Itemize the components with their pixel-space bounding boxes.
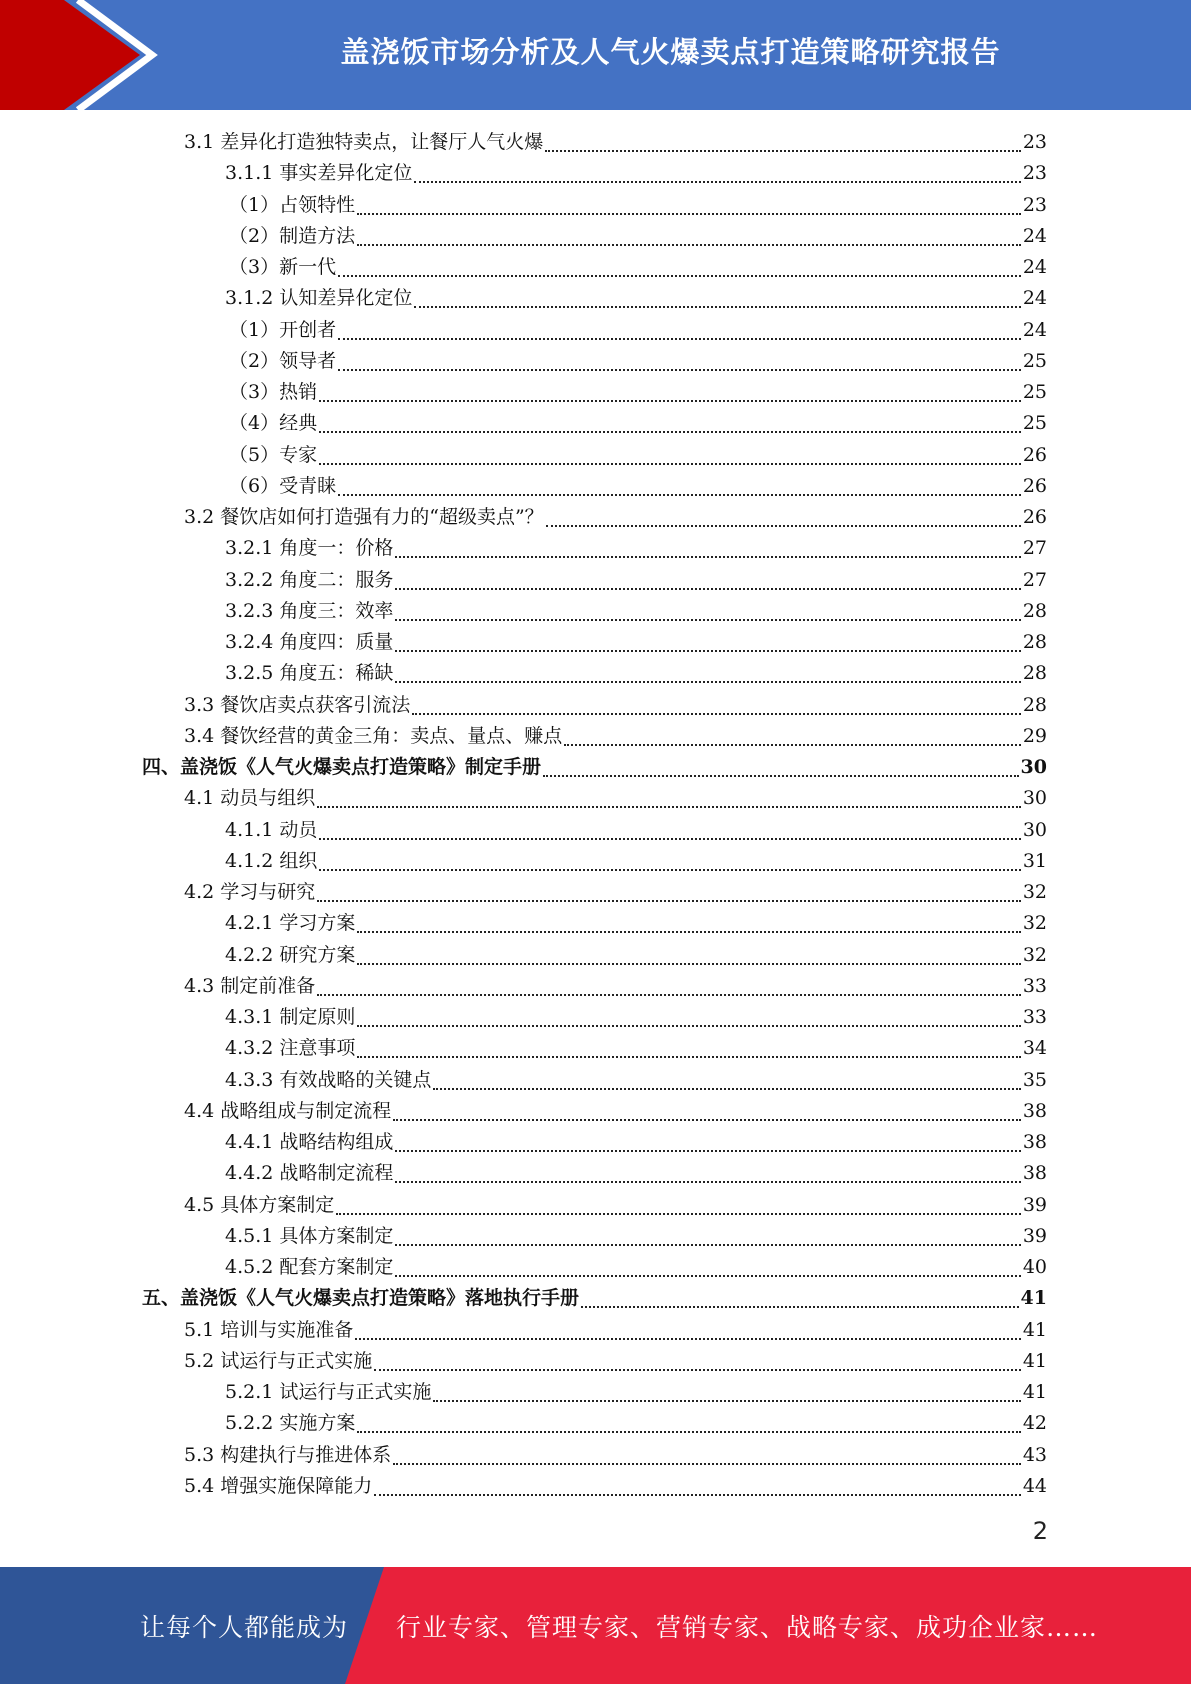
toc-entry[interactable] [0,815,1191,846]
toc-dot-leader [355,1337,1021,1340]
toc-entry[interactable] [0,190,1191,221]
toc-dot-leader [319,868,1020,871]
toc-entry[interactable] [0,315,1191,346]
toc-dot-leader [317,805,1021,808]
toc-entry-page: 34 [1022,1037,1047,1060]
toc-entry[interactable] [0,1127,1191,1158]
toc-dot-leader [338,493,1021,496]
toc-entry-title: 4.3.2 注意事项 [225,1037,356,1060]
toc-entry-page: 30 [1022,787,1047,810]
toc-entry-page: 38 [1022,1131,1047,1154]
toc-entry-title: 4.1.1 动员 [225,818,318,841]
toc-entry-page: 41 [1022,1318,1047,1341]
toc-dot-leader [414,180,1020,183]
toc-entry-title: 4.3.3 有效战略的关键点 [225,1068,432,1091]
toc-entry-page: 32 [1022,943,1047,966]
toc-dot-leader [319,837,1020,840]
toc-entry[interactable] [0,1065,1191,1096]
toc-entry-page: 28 [1022,631,1047,654]
toc-entry-title: 4.4 战略组成与制定流程 [184,1099,392,1122]
toc-entry-page: 25 [1022,349,1047,372]
toc-entry[interactable] [0,221,1191,252]
toc-entry-page: 28 [1022,662,1047,685]
toc-entry-title: 4.2.2 研究方案 [225,943,356,966]
toc-entry-title: 3.2.1 角度一：价格 [225,537,394,560]
toc-entry-page: 24 [1022,287,1047,310]
toc-entry-page: 26 [1022,506,1047,529]
toc-entry-page: 28 [1022,693,1047,716]
toc-entry[interactable] [0,1315,1191,1346]
toc-entry-page: 38 [1022,1099,1047,1122]
toc-dot-leader [319,462,1021,465]
toc-entry[interactable] [0,377,1191,408]
toc-entry[interactable] [0,1440,1191,1471]
toc-dot-leader [412,712,1021,715]
toc-entry[interactable] [0,471,1191,502]
table-of-contents [0,127,1191,1502]
toc-entry[interactable] [0,1158,1191,1189]
toc-entry-title: （2）制造方法 [229,224,356,247]
toc-dot-leader [319,399,1021,402]
toc-dot-leader [543,774,1019,777]
toc-entry-title: （6）受青睐 [229,474,337,497]
toc-entry-page: 41 [1020,1287,1047,1310]
toc-entry-page: 27 [1022,568,1047,591]
toc-entry-title: 5.2 试运行与正式实施 [184,1349,373,1372]
toc-dot-leader [395,618,1020,621]
toc-dot-leader [395,1243,1020,1246]
toc-entry-page: 26 [1022,443,1047,466]
toc-entry-page: 32 [1022,881,1047,904]
toc-entry-title: 4.4.1 战略结构组成 [225,1131,394,1154]
toc-entry-page: 42 [1022,1412,1047,1435]
toc-entry-title: 5.2.2 实施方案 [225,1412,356,1435]
toc-entry-page: 24 [1022,224,1047,247]
toc-dot-leader [546,524,1021,527]
toc-dot-leader [319,430,1021,433]
toc-entry[interactable] [0,502,1191,533]
toc-entry[interactable] [0,252,1191,283]
toc-entry-title: （1）开创者 [229,318,337,341]
toc-entry[interactable] [0,1283,1191,1314]
toc-dot-leader [317,899,1021,902]
toc-entry-page: 40 [1022,1256,1047,1279]
toc-entry[interactable] [0,1002,1191,1033]
toc-dot-leader [395,1149,1020,1152]
toc-entry[interactable] [0,971,1191,1002]
toc-dot-leader [338,368,1021,371]
toc-entry[interactable] [0,1408,1191,1439]
toc-entry-title: （3）新一代 [229,256,337,279]
toc-entry-title: 4.5.1 具体方案制定 [225,1224,394,1247]
toc-entry-page: 30 [1022,818,1047,841]
toc-entry-title: 4.4.2 战略制定流程 [225,1162,394,1185]
toc-dot-leader [581,1305,1019,1308]
toc-entry-page: 23 [1022,131,1047,154]
toc-entry-title: 3.2.2 角度二：服务 [225,568,394,591]
toc-entry-title: 5.3 构建执行与推进体系 [184,1443,392,1466]
toc-entry-page: 32 [1022,912,1047,935]
toc-entry-page: 41 [1022,1381,1047,1404]
toc-entry[interactable] [0,1190,1191,1221]
toc-entry[interactable] [0,440,1191,471]
toc-entry-title: （5）专家 [229,443,318,466]
toc-entry[interactable] [0,158,1191,189]
toc-entry-title: 五、盖浇饭《人气火爆卖点打造策略》落地执行手册 [142,1287,580,1310]
toc-entry[interactable] [0,533,1191,564]
toc-entry-title: 四、盖浇饭《人气火爆卖点打造策略》制定手册 [142,756,542,779]
toc-entry-page: 27 [1022,537,1047,560]
toc-entry-page: 26 [1022,474,1047,497]
toc-entry-title: 4.3.1 制定原则 [225,1006,356,1029]
toc-dot-leader [357,243,1021,246]
toc-entry-page: 25 [1022,381,1047,404]
toc-dot-leader [336,1212,1021,1215]
toc-entry-page: 24 [1022,318,1047,341]
toc-entry[interactable] [0,283,1191,314]
toc-entry[interactable] [0,846,1191,877]
toc-entry-title: （4）经典 [229,412,318,435]
toc-entry-title: （1）占领特性 [229,193,356,216]
toc-dot-leader [393,1462,1021,1465]
toc-entry-page: 43 [1022,1443,1047,1466]
toc-entry[interactable] [0,127,1191,158]
toc-dot-leader [545,149,1021,152]
toc-dot-leader [395,555,1020,558]
toc-entry-title: 4.5 具体方案制定 [184,1193,335,1216]
toc-entry-page: 33 [1022,974,1047,997]
toc-entry-title: 4.5.2 配套方案制定 [225,1256,394,1279]
toc-entry-title: 3.2.5 角度五：稀缺 [225,662,394,685]
toc-entry-title: 3.4 餐饮经营的黄金三角：卖点、量点、赚点 [184,724,563,747]
toc-entry[interactable] [0,1096,1191,1127]
toc-entry[interactable] [0,752,1191,783]
footer-banner [0,1567,1191,1684]
report-header-banner [0,0,1191,110]
toc-entry[interactable] [0,940,1191,971]
toc-entry-page: 30 [1020,756,1047,779]
toc-entry-page: 41 [1022,1349,1047,1372]
toc-entry[interactable] [0,908,1191,939]
toc-entry-title: 3.1.1 事实差异化定位 [225,162,413,185]
toc-dot-leader [338,274,1021,277]
toc-dot-leader [433,1087,1020,1090]
toc-entry-title: 4.1 动员与组织 [184,787,316,810]
toc-dot-leader [357,1055,1020,1058]
red-chevron-icon [0,0,160,110]
toc-entry-page: 23 [1022,162,1047,185]
toc-dot-leader [374,1493,1021,1496]
toc-dot-leader [433,1399,1020,1402]
footer-slogan-right: 行业专家、管理专家、营销专家、战略专家、成功企业家…… [396,1612,1099,1642]
toc-dot-leader [395,680,1020,683]
toc-entry[interactable] [0,1221,1191,1252]
toc-entry-title: 5.2.1 试运行与正式实施 [225,1381,432,1404]
toc-entry-title: 3.2.3 角度三：效率 [225,599,394,622]
toc-entry-title: 4.3 制定前准备 [184,974,316,997]
toc-entry[interactable] [0,346,1191,377]
page-number: 2 [1032,1517,1048,1545]
toc-dot-leader [317,993,1021,996]
toc-entry-title: 3.1 差异化打造独特卖点，让餐厅人气火爆 [184,131,544,154]
toc-entry[interactable] [0,1471,1191,1502]
toc-entry-title: 3.1.2 认知差异化定位 [225,287,413,310]
toc-entry-title: 4.1.2 组织 [225,849,318,872]
toc-entry-page: 39 [1022,1193,1047,1216]
toc-entry[interactable] [0,596,1191,627]
toc-entry[interactable] [0,721,1191,752]
toc-entry-page: 25 [1022,412,1047,435]
toc-dot-leader [357,930,1020,933]
toc-entry-title: 4.2 学习与研究 [184,881,316,904]
toc-entry-page: 35 [1022,1068,1047,1091]
toc-entry-page: 39 [1022,1224,1047,1247]
toc-entry-page: 44 [1022,1474,1047,1497]
toc-entry-page: 24 [1022,256,1047,279]
toc-entry-page: 23 [1022,193,1047,216]
toc-entry[interactable] [0,1252,1191,1283]
toc-entry[interactable] [0,1377,1191,1408]
toc-entry-page: 28 [1022,599,1047,622]
toc-entry-title: 5.1 培训与实施准备 [184,1318,354,1341]
toc-entry-page: 33 [1022,1006,1047,1029]
toc-entry[interactable] [0,408,1191,439]
toc-entry-title: 4.2.1 学习方案 [225,912,356,935]
toc-entry[interactable] [0,627,1191,658]
toc-entry-title: （3）热销 [229,381,318,404]
toc-entry-title: 3.2 餐饮店如何打造强有力的“超级卖点”？ [184,506,544,529]
toc-dot-leader [564,743,1021,746]
toc-entry[interactable] [0,877,1191,908]
toc-entry[interactable] [0,565,1191,596]
toc-entry[interactable] [0,1033,1191,1064]
toc-dot-leader [414,305,1020,308]
toc-dot-leader [395,1274,1020,1277]
toc-entry[interactable] [0,1346,1191,1377]
toc-dot-leader [357,962,1020,965]
toc-dot-leader [338,337,1021,340]
report-title: 盖浇饭市场分析及人气火爆卖点打造策略研究报告 [340,34,1001,69]
footer-slogan-left: 让每个人都能成为 [140,1612,349,1642]
toc-entry[interactable] [0,690,1191,721]
toc-dot-leader [395,1180,1020,1183]
toc-dot-leader [357,1430,1020,1433]
toc-dot-leader [374,1368,1021,1371]
toc-entry-page: 31 [1022,849,1047,872]
toc-entry-title: 3.3 餐饮店卖点获客引流法 [184,693,411,716]
toc-entry-page: 29 [1022,724,1047,747]
toc-entry-page: 38 [1022,1162,1047,1185]
toc-entry-title: （2）领导者 [229,349,337,372]
toc-dot-leader [357,1024,1020,1027]
toc-dot-leader [357,212,1021,215]
toc-dot-leader [393,1118,1021,1121]
toc-entry[interactable] [0,783,1191,814]
toc-dot-leader [395,649,1020,652]
toc-dot-leader [395,587,1020,590]
toc-entry-title: 5.4 增强实施保障能力 [184,1474,373,1497]
toc-entry-title: 3.2.4 角度四：质量 [225,631,394,654]
toc-entry[interactable] [0,658,1191,689]
